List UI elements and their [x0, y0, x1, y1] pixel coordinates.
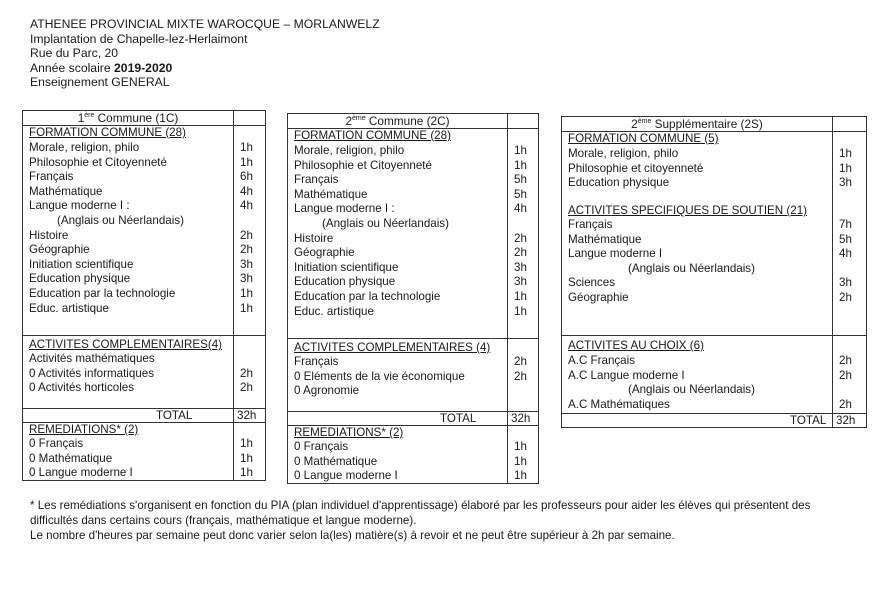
list-item-hours: 1h: [514, 158, 527, 172]
list-item-label: Philosophie et citoyenneté: [568, 161, 704, 175]
table-1c-total-value: 32h: [237, 409, 257, 422]
document-header: [30, 17, 380, 90]
list-item-label: 0 Mathématique: [29, 451, 113, 465]
school-name: ATHENEE PROVINCIAL MIXTE WAROCQUE – MORLANWELZ: [30, 17, 380, 31]
list-item-label: Philosophie et Citoyenneté: [29, 155, 167, 169]
list-item-label: (Anglais ou Néerlandais): [57, 214, 184, 227]
list-item-label: Géographie: [294, 246, 355, 260]
list-item-hours: 1h: [839, 161, 852, 175]
list-item-hours: 1h: [240, 466, 253, 480]
list-item-hours: 1h: [240, 155, 253, 169]
list-item-label: Langue moderne I :: [294, 202, 395, 216]
list-item-label: Initiation scientifique: [29, 257, 134, 271]
list-item-hours: 7h: [839, 218, 852, 231]
list-item-hours: 5h: [839, 232, 852, 246]
list-item-hours: 1h: [240, 301, 253, 315]
list-item-label: 0 Eléments de la vie économique: [294, 369, 465, 383]
table-2c-remediation-title: REMEDIATIONS* (2): [294, 426, 404, 439]
list-item-label: Géographie: [568, 291, 629, 304]
table-1c-remediation-title: REMEDIATIONS* (2): [29, 423, 139, 436]
table-1c-activities-title: ACTIVITES COMPLEMENTAIRES(4): [29, 338, 223, 351]
list-item-label: A.C Français: [568, 354, 636, 367]
list-item-hours: 2h: [514, 369, 527, 383]
list-item-hours: 5h: [514, 187, 527, 201]
table-2s-choice-title: ACTIVITES AU CHOIX (6): [568, 339, 704, 352]
list-item-label: Langue moderne I :: [29, 199, 130, 213]
list-item-label: 0 Français: [29, 437, 84, 450]
list-item-label: Français: [294, 355, 339, 368]
table-2s-caption: 2ème Supplémentaire (2S): [631, 117, 763, 131]
list-item-label: Langue moderne I: [568, 247, 663, 261]
footnotes: [30, 498, 860, 544]
list-item-hours: 2h: [240, 243, 253, 257]
list-item-hours: 1h: [514, 469, 527, 483]
list-item-label: (Anglais ou Néerlandais): [322, 217, 449, 230]
list-item-hours: 1h: [514, 290, 527, 303]
list-item-label: 0 Langue moderne I: [294, 469, 398, 483]
list-item-label: Education physique: [568, 176, 670, 190]
list-item-label: Français: [294, 173, 339, 187]
table-2s: [561, 116, 867, 428]
list-item-label: Educ. artistique: [29, 301, 109, 315]
list-item-label: Géographie: [29, 243, 90, 257]
table-2s-total-label: TOTAL: [790, 414, 827, 427]
table-1c-formation-title: FORMATION COMMUNE (28): [29, 126, 186, 139]
table-2c-caption: 2ème Commune (2C): [345, 114, 450, 128]
list-item-label: Philosophie et Citoyenneté: [294, 158, 432, 172]
table-2c: [287, 113, 539, 484]
list-item-hours: 4h: [240, 199, 253, 213]
list-item-label: Mathématique: [568, 232, 642, 246]
list-item-label: Initiation scientifique: [294, 260, 399, 274]
list-item-hours: 3h: [514, 275, 527, 289]
list-item-label: Morale, religion, philo: [568, 147, 679, 160]
list-item-hours: 1h: [240, 437, 253, 450]
list-item-hours: 3h: [240, 257, 253, 271]
list-item-label: Histoire: [29, 228, 69, 242]
list-item-label: 0 Français: [294, 440, 349, 453]
list-item-hours: 2h: [240, 381, 253, 395]
list-item-hours: 1h: [240, 287, 253, 300]
list-item-hours: 5h: [514, 173, 527, 187]
list-item-hours: 2h: [839, 291, 852, 304]
footnote-hours: Le nombre d'heures par semaine peut donc varier selon la(les) matière(s) à revoir et ne peut être supérieur à 2h par semaine.: [30, 529, 675, 543]
list-item-hours: 2h: [514, 231, 527, 245]
school-year: [30, 61, 380, 76]
list-item-label: Mathématique: [294, 187, 368, 201]
table-2c-activities-title: ACTIVITES COMPLEMENTAIRES (4): [294, 341, 491, 354]
teaching-type: Enseignement GENERAL: [30, 75, 170, 90]
list-item-hours: 3h: [240, 272, 253, 286]
list-item-hours: 1h: [514, 440, 527, 453]
table-1c-caption: 1ère Commune (1C): [77, 111, 179, 125]
implantation: Implantation de Chapelle-lez-Herlaimont: [30, 31, 248, 46]
list-item-hours: 4h: [514, 202, 527, 216]
list-item-label: 0 Activités horticoles: [29, 381, 135, 395]
list-item-hours: 6h: [240, 170, 253, 184]
address: Rue du Parc, 20: [30, 46, 119, 61]
table-2c-formation-title: FORMATION COMMUNE (28): [294, 129, 451, 142]
list-item-label: Educ. artistique: [294, 304, 374, 318]
list-item-label: (Anglais ou Néerlandais): [628, 261, 755, 275]
list-item-label: Education par la technologie: [29, 287, 176, 300]
list-item-hours: 2h: [240, 366, 253, 380]
table-2c-total-label: TOTAL: [440, 412, 477, 425]
list-item-label: Education par la technologie: [294, 290, 441, 303]
list-item-label: Français: [568, 218, 613, 231]
list-item-label: Education physique: [294, 275, 396, 289]
school-year-value: 2019-2020: [114, 60, 173, 75]
list-item-label: Activités mathématiques: [29, 352, 155, 365]
list-item-label: Morale, religion, philo: [294, 144, 405, 157]
list-item-label: 0 Mathématique: [294, 454, 378, 468]
list-item-hours: 2h: [839, 397, 852, 411]
list-item-label: 0 Langue moderne I: [29, 466, 133, 480]
list-item-hours: 1h: [240, 451, 253, 465]
list-item-label: (Anglais ou Néerlandais): [628, 383, 755, 397]
list-item-label: 0 Activités informatiques: [29, 366, 155, 380]
table-2c-total-value: 32h: [511, 412, 531, 425]
school-year-prefix: Année scolaire: [30, 60, 115, 75]
table-2s-total-value: 32h: [836, 414, 856, 427]
list-item-hours: 3h: [839, 276, 852, 290]
list-item-label: A.C Mathématiques: [568, 397, 670, 411]
list-item-label: Français: [29, 170, 74, 184]
list-item-hours: 2h: [839, 368, 852, 382]
table-1c: [22, 110, 266, 481]
list-item-hours: 3h: [839, 176, 852, 190]
list-item-label: A.C Langue moderne I: [568, 368, 685, 382]
list-item-label: 0 Agronomie: [294, 384, 360, 398]
list-item-hours: 4h: [839, 247, 852, 261]
footnote-remediation: * Les remédiations s'organisent en fonction du PIA (plan individuel d'apprentissage) élaboré par les professeurs pour aider les élèves qui présentent des difficultés dans certains cours (français, mathématique et langue moderne).: [30, 499, 811, 528]
list-item-label: Morale, religion, philo: [29, 141, 140, 154]
list-item-label: Sciences: [568, 276, 616, 290]
table-2s-formation-title: FORMATION COMMUNE (5): [568, 132, 719, 145]
table-2s-support-title: ACTIVITES SPECIFIQUES DE SOUTIEN (21): [568, 204, 808, 217]
list-item-hours: 1h: [240, 141, 253, 154]
list-item-hours: 1h: [514, 304, 527, 318]
list-item-label: Education physique: [29, 272, 131, 286]
list-item-hours: 1h: [514, 454, 527, 468]
list-item-hours: 1h: [839, 147, 852, 160]
list-item-hours: 2h: [514, 246, 527, 260]
table-1c-total-label: TOTAL: [156, 409, 193, 422]
list-item-hours: 1h: [514, 144, 527, 157]
list-item-hours: 4h: [240, 184, 253, 198]
list-item-label: Histoire: [294, 231, 334, 245]
list-item-hours: 3h: [514, 260, 527, 274]
list-item-label: Mathématique: [29, 184, 103, 198]
list-item-hours: 2h: [240, 228, 253, 242]
list-item-hours: 2h: [839, 354, 852, 367]
list-item-hours: 2h: [514, 355, 527, 368]
